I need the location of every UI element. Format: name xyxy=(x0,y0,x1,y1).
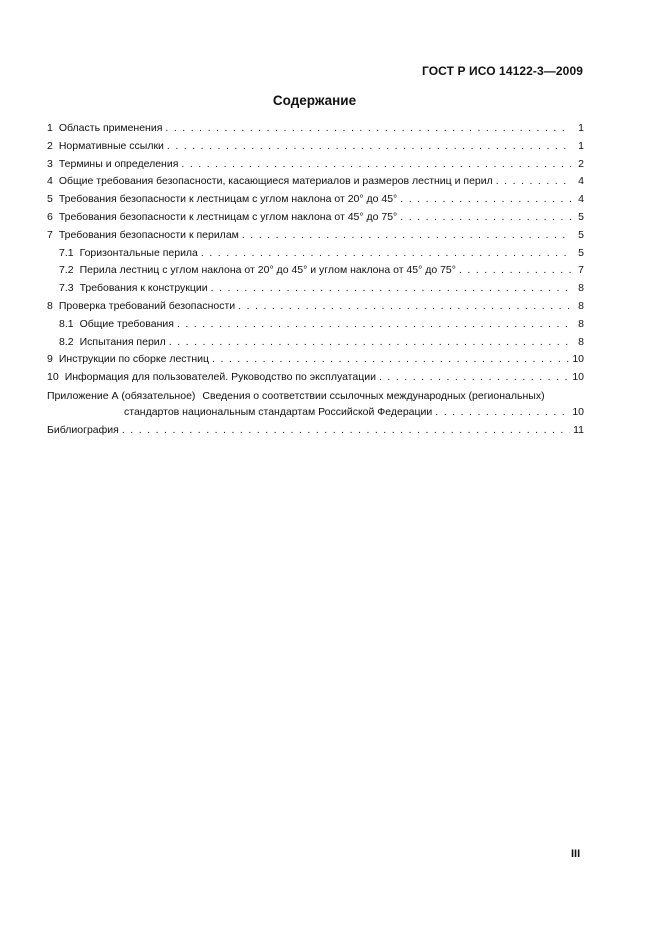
toc-entry[interactable] xyxy=(47,298,584,316)
toc-entry-label: Проверка требований безопасности xyxy=(58,299,236,312)
annex-title-line1: Сведения о соответствии ссылочных международных (региональных) xyxy=(202,389,545,402)
annex-page-number: 10 xyxy=(572,405,584,418)
toc-entry[interactable] xyxy=(47,138,584,156)
toc-entry-label: Общие требования безопасности, касающиеся материалов и размеров лестниц и перил xyxy=(58,175,493,188)
toc-entry-label: Термины и определения xyxy=(58,157,179,170)
leader-dots xyxy=(238,298,571,316)
toc-entry-page-number: 2 xyxy=(578,157,584,170)
toc-entry-number: 10 xyxy=(47,371,59,384)
toc-entry-page-number: 10 xyxy=(572,353,584,366)
toc-entry[interactable] xyxy=(47,316,584,334)
leader-dots xyxy=(400,191,571,209)
toc-entry-label: Нормативные ссылки xyxy=(58,139,164,152)
toc-entry-page-number: 1 xyxy=(578,122,584,134)
toc-entry-number: 7.3 xyxy=(59,282,74,295)
toc-entry[interactable] xyxy=(47,120,584,138)
leader-dots xyxy=(201,245,571,263)
leader-dots xyxy=(211,280,571,298)
toc-entry[interactable] xyxy=(47,209,584,227)
bibliography-page-number: 11 xyxy=(573,423,584,436)
leader-dots xyxy=(122,422,570,440)
toc-entry-label: Общие требования xyxy=(79,317,174,330)
leader-dots xyxy=(435,404,569,420)
toc-entry-label: Требования безопасности к лестницам с углом наклона от 20° до 45° xyxy=(58,193,398,206)
toc-entry-number: 6 xyxy=(47,210,53,223)
toc-entry-page-number: 4 xyxy=(578,175,584,188)
toc-entry-page-number: 7 xyxy=(578,264,584,277)
toc-entry-number: 4 xyxy=(47,175,53,188)
toc-entry-number: 7.1 xyxy=(59,246,74,259)
leader-dots xyxy=(165,120,571,138)
toc-entry-page-number: 5 xyxy=(578,210,584,223)
toc-entry-number: 8.1 xyxy=(59,317,74,330)
toc-entry-number: 7.2 xyxy=(59,264,74,277)
document-code: ГОСТ Р ИСО 14122-3—2009 xyxy=(421,64,583,78)
toc-entry-label: Область применения xyxy=(58,122,163,134)
toc-entry[interactable] xyxy=(47,227,584,245)
leader-dots xyxy=(177,316,571,334)
toc-entry[interactable] xyxy=(47,351,584,369)
toc-entry-label: Горизонтальные перила xyxy=(79,246,198,259)
toc-entry-label: Требования безопасности к перилам xyxy=(58,228,239,241)
leader-dots xyxy=(400,209,571,227)
toc-entry[interactable] xyxy=(47,369,584,387)
toc-entry-number: 9 xyxy=(47,353,53,366)
page-number: III xyxy=(571,848,581,860)
leader-dots xyxy=(167,138,571,156)
toc-entry[interactable] xyxy=(47,245,584,263)
toc-entry-page-number: 8 xyxy=(578,299,584,312)
toc-entry-number: 8.2 xyxy=(59,335,74,348)
leader-dots xyxy=(459,262,571,280)
bibliography-label: Библиография xyxy=(47,423,119,436)
toc-entry-page-number: 8 xyxy=(578,335,584,348)
toc-entry-page-number: 5 xyxy=(578,228,584,241)
toc-entry[interactable] xyxy=(47,173,584,191)
toc-entry-number: 7 xyxy=(47,228,53,241)
toc-entry-number: 8 xyxy=(47,299,53,312)
toc-entry-number: 2 xyxy=(47,139,53,152)
toc-entry-label: Перила лестниц с углом наклона от 20° до 45° и углом наклона от 45° до 75° xyxy=(79,264,456,277)
toc-entry-label: Требования к конструкции xyxy=(79,282,208,295)
leader-dots xyxy=(169,334,571,352)
toc-entry-page-number: 10 xyxy=(572,371,584,384)
toc-entry-number: 5 xyxy=(47,193,53,206)
page-title: Содержание xyxy=(272,93,357,108)
leader-dots xyxy=(242,227,571,245)
toc-entry-label: Требования безопасности к лестницам с углом наклона от 45° до 75° xyxy=(58,210,398,223)
toc-entry-label: Испытания перил xyxy=(79,335,166,348)
toc-entry-page-number: 5 xyxy=(578,246,584,259)
toc-entry-page-number: 8 xyxy=(578,282,584,295)
leader-dots xyxy=(496,173,571,191)
toc-entry[interactable] xyxy=(47,334,584,352)
toc-entry-label: Информация для пользователей. Руководство по эксплуатации xyxy=(64,371,376,384)
toc-entry-page-number: 4 xyxy=(578,193,584,206)
table-of-contents xyxy=(47,120,584,440)
toc-entry-page-number: 8 xyxy=(578,317,584,330)
bibliography-entry[interactable] xyxy=(47,422,584,440)
annex-prefix: Приложение А (обязательное) xyxy=(47,389,196,402)
leader-dots xyxy=(181,156,571,174)
annex-title-line2: стандартов национальным стандартам Российской Федерации xyxy=(124,405,433,418)
toc-rows xyxy=(47,120,584,387)
toc-entry[interactable] xyxy=(47,191,584,209)
toc-entry[interactable] xyxy=(47,262,584,280)
toc-entry[interactable] xyxy=(47,280,584,298)
toc-entry-number: 1 xyxy=(47,122,53,134)
leader-dots xyxy=(212,351,569,369)
leader-dots xyxy=(379,369,569,387)
toc-entry-label: Инструкции по сборке лестниц xyxy=(58,353,210,366)
toc-entry-page-number: 1 xyxy=(578,139,584,152)
annex-entry[interactable] xyxy=(47,389,584,422)
toc-entry[interactable] xyxy=(47,156,584,174)
toc-entry-number: 3 xyxy=(47,157,53,170)
